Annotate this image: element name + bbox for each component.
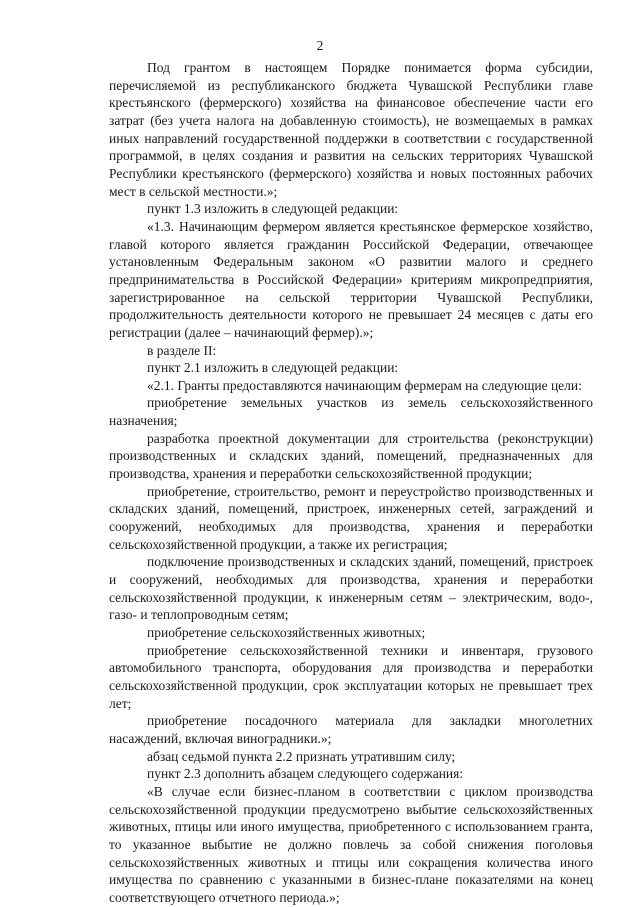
document-body (109, 59, 593, 907)
paragraph-amend-2-3: пункт 2.3 дополнить абзацем следующего содержания: (147, 766, 464, 782)
list-item-planting: приобретение посадочного материала для закладки многолетних насаждений, включая виноградники.»; (109, 713, 593, 746)
list-item-design-docs: разработка проектной документации для строительства (реконструкции) производственных и складских зданий, помещений, предназначенных для производства, хранения и переработки сельскохозяйственной продукции; (109, 430, 593, 482)
paragraph-section-2: в разделе II: (147, 342, 217, 358)
paragraph-amend-1-3: пункт 1.3 изложить в следующей редакции: (147, 201, 399, 217)
list-item-construction: приобретение, строительство, ремонт и переустройство производственных и складских зданий, помещений, пристроек, инженерных сетей, заграждений и сооружений, необходимых для производства, хранения и переработки сельскохозяйственной продукции, а также их регистрация; (109, 483, 593, 552)
list-item-land: приобретение земельных участков из земель сельскохозяйственного назначения; (109, 395, 593, 429)
list-item-machinery: приобретение сельскохозяйственной техники и инвентаря, грузового автомобильного транспорта, оборудования для производства и переработки сельскохозяйственной продукции, срок эксплуатации которых не превышает трех лет; (109, 642, 593, 711)
paragraph-new-2-1: «2.1. Гранты предоставляются начинающим фермерам на следующие цели: (147, 377, 582, 393)
paragraph-new-1-3: «1.3. Начинающим фермером является крестьянское фермерское хозяйство, главой которого является гражданин Российской Федерации, отвечающее установленным Федеральным законом «О развитии малого и среднего предпринимательства в Российской Федерации» критериям микропредприятия, зарегистрированное на сельской территории Чувашской Республики, продолжительность деятельности которого не превышает 24 месяцев с даты его регистрации (далее – начинающий фермер).»; (109, 218, 593, 340)
paragraph-amend-2-1: пункт 2.1 изложить в следующей редакции: (147, 360, 399, 376)
page-number: 2 (316, 38, 324, 53)
paragraph-new-2-3: «В случае если бизнес-планом в соответствии с циклом производства сельскохозяйственной продукции предусмотрено выбытие сельскохозяйственных животных, птицы или иного имущества, приобретенного с использованием гранта, то указанное выбытие не должно повлечь за собой снижения поголовья сельскохозяйственных животных и птицы или сокращения количества иного имущества по сравнению с указанными в бизнес-плане показателями на конец соответствующего отчетного периода.»; (109, 783, 593, 905)
list-item-utilities: подключение производственных и складских зданий, помещений, пристроек и сооружений, необходимых для производства, хранения и переработки сельскохозяйственной продукции, к инженерным сетям – электрическим, водо-, газо- и теплопроводным сетям; (109, 554, 593, 623)
paragraph-repeal-2-2: абзац седьмой пункта 2.2 признать утратившим силу; (147, 748, 456, 764)
list-item-animals: приобретение сельскохозяйственных животных; (147, 625, 426, 640)
paragraph-grant-definition: Под грантом в настоящем Порядке понимается форма субсидии, перечисляемой из республиканского бюджета Чувашской Республики главе крестьянского (фермерского) хозяйства на финансовое обеспечение части его затрат (без учета налога на добавленную стоимость), не возмещаемых в рамках иных направлений государственной поддержки в соответствии с государственной программой, в целях создания и развития на сельских территориях Чувашской Республики крестьянского (фермерского) хозяйства и новых постоянных рабочих мест в сельской местности.»; (109, 60, 593, 199)
